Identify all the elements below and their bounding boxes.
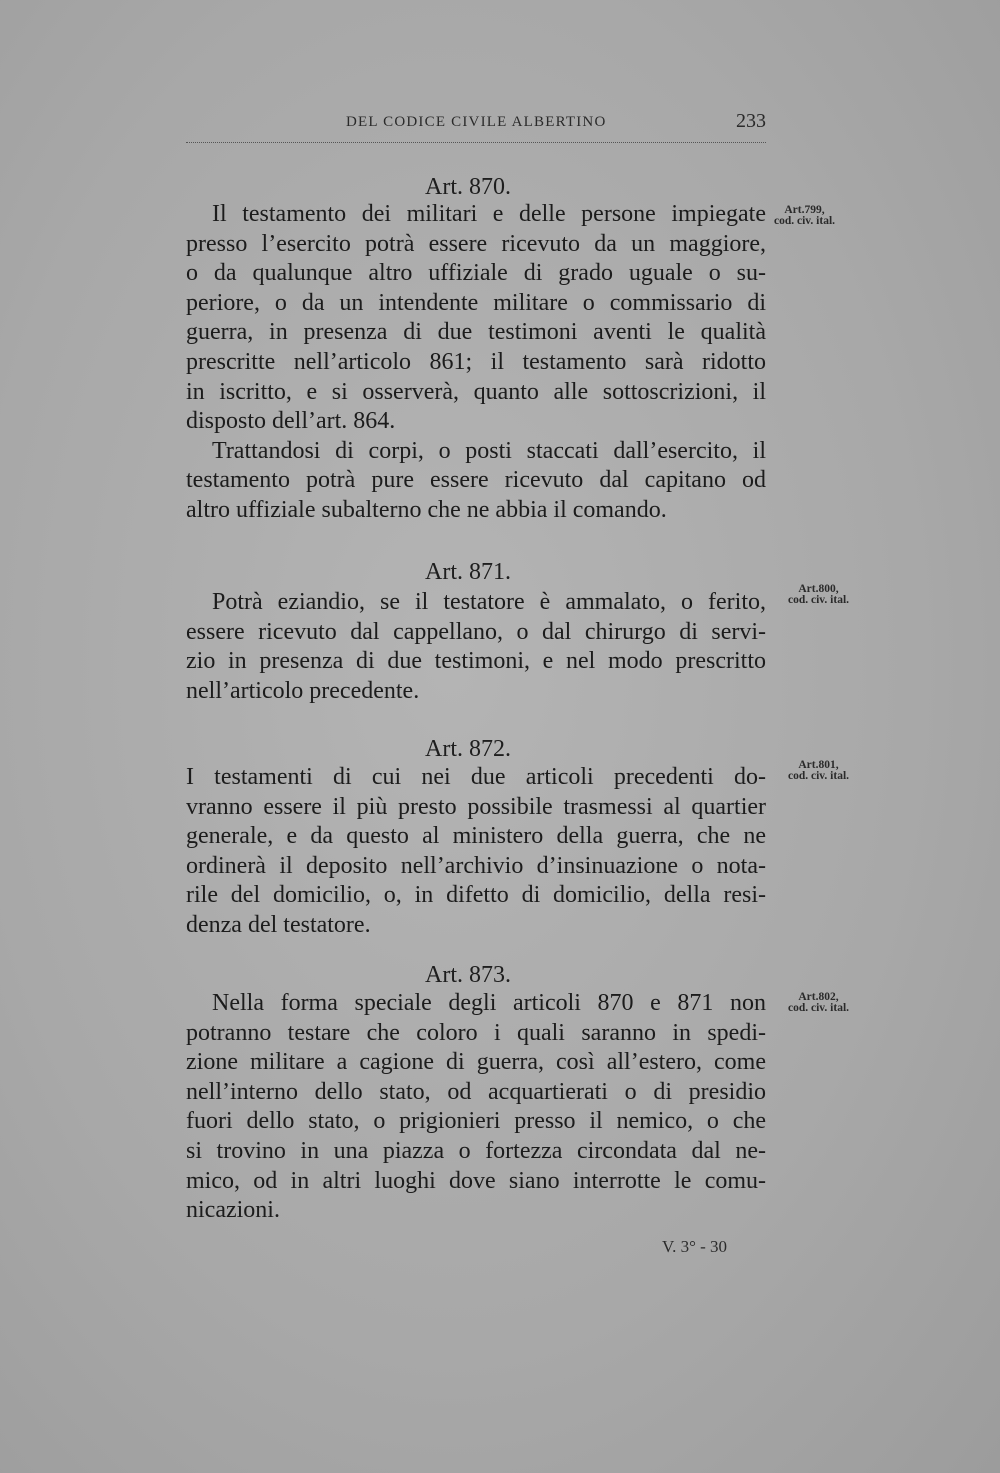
text-line: prescritte nell’articolo 861; il testamento sarà ridotto	[186, 348, 766, 375]
printer-signature: V. 3° - 30	[662, 1237, 728, 1256]
running-head	[186, 112, 766, 143]
text-line: periore, o da un intendente militare o commissario di	[186, 289, 766, 316]
text-line: vranno essere il più presto possibile trasmessi al quartier	[186, 793, 766, 820]
article-871-heading: Art. 871.	[425, 559, 511, 585]
article-873-margin-note: Art.802, cod. civ. ital.	[788, 991, 850, 1014]
text-line: disposto dell’art. 864.	[186, 408, 396, 435]
text-line: in iscritto, e si osserverà, quanto alle sottoscrizioni, il	[186, 378, 766, 405]
article-870-margin-note: Art.799, cod. civ. ital.	[774, 204, 836, 227]
text-line: nicazioni.	[186, 1197, 280, 1224]
article-873-heading: Art. 873.	[425, 962, 511, 988]
text-line: denza del testatore.	[186, 911, 371, 938]
article-873-text	[186, 989, 766, 1226]
article-870-heading: Art. 870.	[425, 174, 511, 200]
text-line: mico, od in altri luoghi dove siano interrotte le comu-	[186, 1167, 766, 1194]
text-line: nell’interno dello stato, od acquartierati o di presidio	[186, 1078, 766, 1105]
text-line: fuori dello stato, o prigionieri presso il nemico, o che	[186, 1108, 766, 1135]
article-872-text	[186, 763, 766, 941]
text-line: o da qualunque altro uffiziale di grado uguale o su-	[186, 260, 766, 287]
article-871-margin-note: Art.800, cod. civ. ital.	[788, 583, 850, 606]
page-number: 233	[736, 110, 766, 132]
text-line: zio in presenza di due testimoni, e nel modo prescritto	[186, 648, 766, 675]
article-870-text	[186, 200, 766, 526]
text-line: I testamenti di cui nei due articoli precedenti do-	[186, 764, 766, 790]
text-line: presso l’esercito potrà essere ricevuto da un maggiore,	[186, 230, 766, 257]
text-line: potranno testare che coloro i quali saranno in spedi-	[186, 1019, 766, 1046]
text-line: nell’articolo precedente.	[186, 677, 420, 704]
text-line: altro uffiziale subalterno che ne abbia il comando.	[186, 496, 667, 523]
text-line: guerra, in presenza di due testimoni aventi le qualità	[186, 319, 766, 346]
article-872-margin-note: Art.801, cod. civ. ital.	[788, 759, 850, 782]
text-line: Nella forma speciale degli articoli 870 e 871 non	[212, 990, 766, 1016]
text-line: zione militare a cagione di guerra, così all’estero, come	[186, 1049, 766, 1076]
article-872-heading: Art. 872.	[425, 736, 511, 762]
article-871-text	[186, 588, 766, 706]
text-line: si trovino in una piazza o fortezza circondata dal ne-	[186, 1137, 766, 1164]
text-line: Potrà eziandio, se il testatore è ammalato, o ferito,	[212, 589, 766, 615]
running-title: DEL CODICE CIVILE ALBERTINO	[346, 114, 607, 130]
text-line: Trattandosi di corpi, o posti staccati dall’esercito, il	[212, 437, 766, 464]
text-line: ordinerà il deposito nell’archivio d’insinuazione o nota-	[186, 852, 766, 879]
text-line: generale, e da questo al ministero della guerra, che ne	[186, 823, 766, 850]
text-line: Il testamento dei militari e delle persone impiegate	[212, 201, 766, 227]
text-line: testamento potrà pure essere ricevuto dal capitano od	[186, 467, 766, 494]
text-line: rile del domicilio, o, in difetto di domicilio, della resi-	[186, 882, 766, 909]
text-line: essere ricevuto dal cappellano, o dal chirurgo di servi-	[186, 618, 766, 645]
